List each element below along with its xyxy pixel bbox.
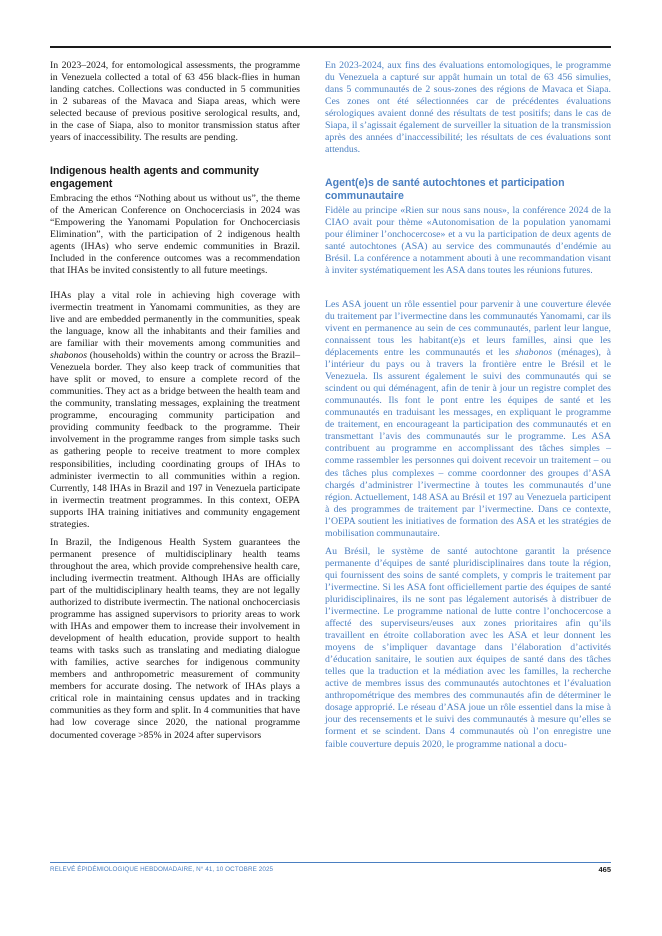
fr-section-heading: Agent(e)s de santé autochtones et participation communautaire (325, 177, 565, 202)
top-rule (50, 46, 611, 48)
english-column (50, 60, 300, 742)
fr-paragraph-conference: Fidèle au principe «Rien sur nous sans nous», la conférence 2024 de la CIAO avait pour thème «Autonomisation de la population yanomami pour éliminer l’onchocercose» et a vu la participation de deux agents de santé autochtones (ASA) au service des communautés d’endémie au Brésil. La conférence a notamment abouti à une recommandation visant à inviter systématiquement les ASA dans toutes les réunions futures. (325, 204, 611, 276)
fr-shabonos-term: shabonos (515, 347, 553, 359)
footer-rule (50, 862, 611, 863)
en-shabonos-term: shabonos (50, 350, 88, 362)
page-number: 465 (598, 865, 611, 874)
publication-footer: RELEVÉ ÉPIDÉMIOLOGIQUE HEBDOMADAIRE, N° 41, 10 OCTOBRE 2025 (50, 866, 274, 873)
en-paragraph-iha-role: IHAs play a vital role in achieving high coverage with ivermectin treatment in Yanomami communities, as they are live and are embedded permanently in the communities, speak the language, know all the inhabitants and their families and are familiar with their movements among communities and shabonos (households) within the country or across the Brazil–Venezuela border. They also keep track of communities that have split or moved, to ensure a complete record of the communities. They act as a bridge between the health team and the community, translating messages, explaining the treatment programme, encouraging community participation and providing community feedback to the programme. Their involvement in the programme ranges from simple tasks such as gathering people to receive treatment to more complex responsibilities, including coordinating groups of IHAs to administer ivermectin to all communities within a region. Currently, 148 IHAs in Brazil and 197 in Venezuela participate in ivermectin treatment programmes. In this context, OEPA supports IHA training initiatives and community engagement strategies. (50, 289, 300, 530)
en-paragraph-brazil: In Brazil, the Indigenous Health System guarantees the permanent presence of multidisciplinary health teams throughout the area, which provide comprehensive health care, including ivermectin treatment. Although IHAs are officially part of the multidisciplinary health teams, they are not legally authorized to distribute ivermectin. The national onchocerciasis programme has assigned supervisors to priority areas to work with IHAs and empower them to increase their involvement in development of health education, provide support to health teams with tasks such as translating and mediating dialogue with families, active searches for indigenous community members and anthropometric measurement of community members for accurate dosing. The network of IHAs plays a critical role in maintaining census updates and in tracking communities as they form and split. In 4 communities that have had low coverage since 2020, the national programme documented coverage >85% in 2024 after supervisors (50, 536, 300, 741)
fr-paragraph-entomology: En 2023-2024, aux fins des évaluations entomologiques, le programme du Venezuela a capturé sur appât humain un total de 63 456 simulies, dans 5 communautés de 2 sous-zones des régions de Mavaca et Siapa. Ces zones ont été sélectionnées car de précédentes évaluations sérologiques avaient donné des résultats de test positifs; dans le cas de Siapa, il s’agissait également de surveiller la situation de la transmission après des années d’inaccessibilité; les résultats de ces évaluations sont attendus. (325, 60, 611, 156)
fr-paragraph-iha-role: Les ASA jouent un rôle essentiel pour parvenir à une couverture élevée du traitement par l’ivermectine dans les communautés Yanomami, car ils vivent en permanence au sein de ces communautés, parlent leur langue, connaissent tous les habitant(e)s et leurs familles, ainsi que les déplacements entre les communautés et les shabonos (ménages), à l’intérieur du pays ou à travers la frontière entre le Brésil et le Venezuela. Ils assurent également le suivi des communautés qui se scindent ou qui déménagent, afin de tenir à jour un registre complet des communautés. Ils font le pont entre les équipes de santé et les communautés en traduisant les messages, en expliquant le programme de traitement, en encourageant la participation des communautés et en transmettant l’avis des communautés sur le programme. Les ASA contribuent au programme en accomplissant des tâches simples – comme rassembler les personnes qui doivent recevoir un traitement – ou des tâches plus complexes – comme coordonner des groupes d’ASA chargés d’administrer l’ivermectine à toutes les communautés d’une région. Actuellement, 148 ASA au Brésil et 197 au Venezuela participent à des programmes de traitement par l’ivermectine. Dans ce contexte, l’OEPA soutient les initiatives de formation des ASA et les stratégies de mobilisation communautaire. (325, 298, 611, 539)
french-column (325, 60, 611, 751)
fr-paragraph-brazil: Au Brésil, le système de santé autochtone garantit la présence permanente d’équipes de santé pluridisciplinaires dans toute la région, qui fournissent des soins de santé complets, y compris le traitement par l’ivermectine. Si les ASA font officiellement partie des équipes de santé pluridisciplinaires, ils ne sont pas légalement autorisés à distribuer de l’ivermectine. Le programme national de lutte contre l’onchocercose a affecté des superviseurs/euses aux zones prioritaires afin qu’ils travaillent en étroite collaboration avec les ASA et leur donnent les moyens de s’impliquer davantage dans l’élaboration d’activités d’éducation sanitaire, le soutien aux équipes de santé dans des tâches telles que la traduction et la médiation avec les familles, la recherche active de membres issus des communautés autochtones et l’évaluation anthropométrique des membres des communautés afin de déterminer le dosage approprié. Le réseau d’ASA joue un rôle essentiel dans la mise à jour des recensements et le suivi des communautés à mesure qu’elles se forment et se scindent. Dans 4 communautés où l’on enregistre une faible couverture depuis 2020, le programme national a docu- (325, 545, 611, 750)
en-paragraph-conference: Embracing the ethos “Nothing about us without us”, the theme of the American Conference on Onchocerciasis in 2024 was “Empowering the Yanomami Population for Onchocerciasis Elimination”, with the participation of 2 indigenous health agents (IHAs) who serve endemic communities in Brazil. Included in the conference outcomes was a recommendation that IHAs be invited consistently to all future meetings. (50, 192, 300, 276)
en-section-heading: Indigenous health agents and community engagement (50, 165, 259, 190)
en-paragraph-entomology: In 2023–2024, for entomological assessments, the programme in Venezuela collected a total of 63 456 black-flies in human landing catches. Collections was conducted in 5 communities in 2 subareas of the Mavaca and Siapa areas, which were selected because of previous positive serological results, and, in the case of Siapa, also to monitor transmission status after years of inaccessibility. The results are pending. (50, 60, 300, 144)
